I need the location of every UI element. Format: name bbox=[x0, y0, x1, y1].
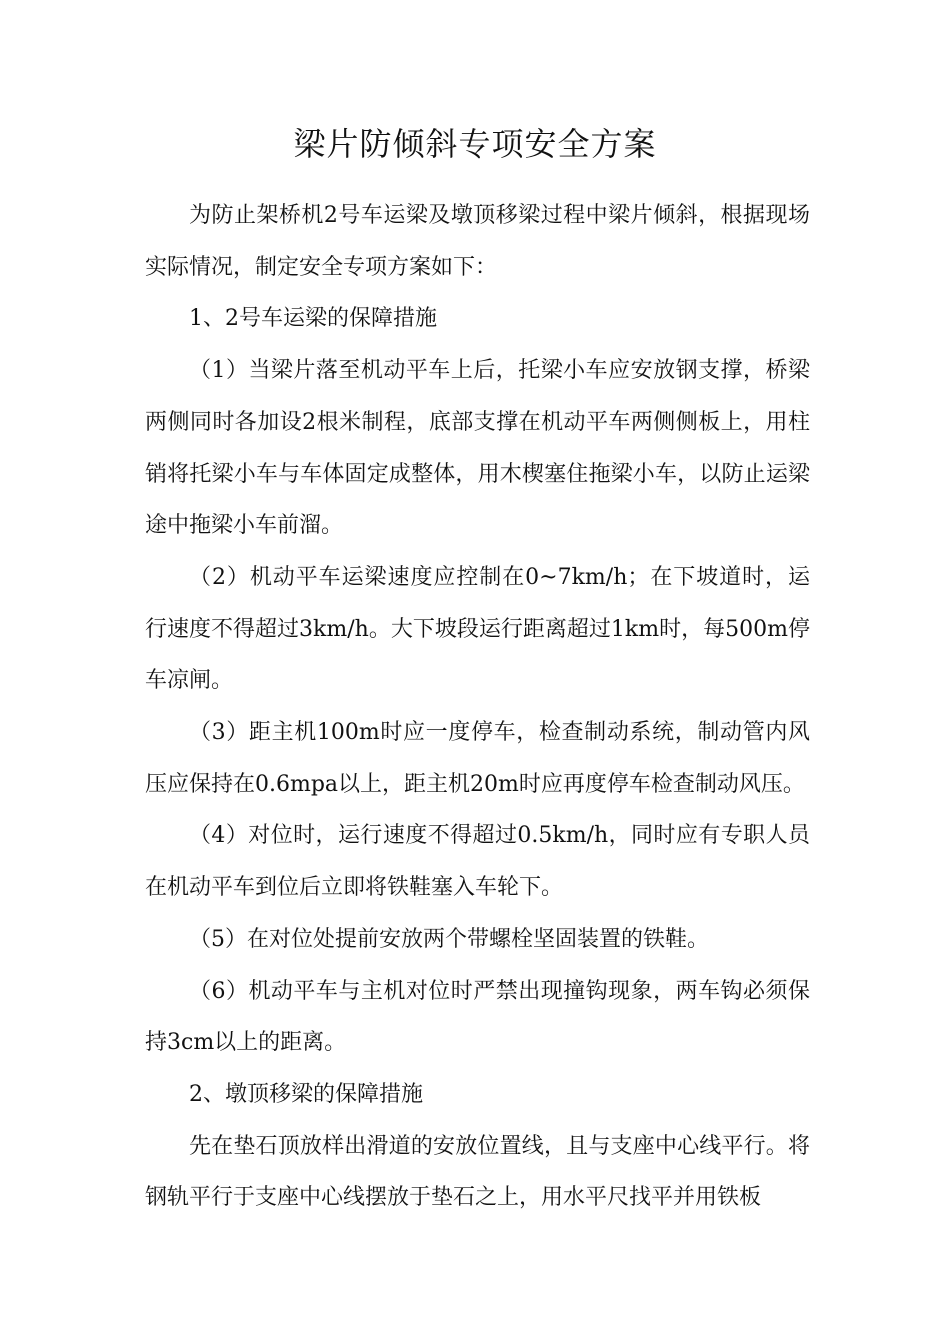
measure-4-paragraph: （4）对位时，运行速度不得超过0.5km/h，同时应有专职人员在机动平车到位后立即将铁鞋塞入车轮下。 bbox=[145, 823, 810, 901]
measure-1-paragraph: （1）当梁片落至机动平车上后，托梁小车应安放钢支撑，桥梁两侧同时各加设2根米制程，底部支撑在机动平车两侧侧板上，用柱销将托梁小车与车体固定成整体，用木楔塞住拖梁小车，以防止运梁途中拖梁小车前溜。 bbox=[145, 358, 810, 539]
section-heading-2: 2、墩顶移梁的保障措施 bbox=[189, 1081, 423, 1107]
section-2-paragraph: 先在垫石顶放样出滑道的安放位置线，且与支座中心线平行。将钢轨平行于支座中心线摆放于垫石之上，用水平尺找平并用铁板 bbox=[145, 1133, 810, 1211]
measure-2-paragraph: （2）机动平车运梁速度应控制在0~7km/h；在下坡道时，运行速度不得超过3km/h。大下坡段运行距离超过1km时，每500m停车凉闸。 bbox=[145, 564, 810, 694]
section-heading-1: 1、2号车运梁的保障措施 bbox=[189, 306, 437, 332]
document-body bbox=[145, 190, 810, 1224]
measure-3-paragraph: （3）距主机100m时应一度停车，检查制动系统，制动管内风压应保持在0.6mpa以上，距主机20m时应再度停车检查制动风压。 bbox=[145, 720, 810, 797]
document-title: 梁片防倾斜专项安全方案 bbox=[293, 125, 657, 163]
intro-paragraph: 为防止架桥机2号车运梁及墩顶移梁过程中梁片倾斜，根据现场实际情况，制定安全专项方案如下： bbox=[145, 203, 810, 280]
measure-5-paragraph: （5）在对位处提前安放两个带螺栓坚固装置的铁鞋。 bbox=[189, 926, 709, 952]
measure-6-paragraph: （6）机动平车与主机对位时严禁出现撞钩现象，两车钩必须保持3cm以上的距离。 bbox=[145, 978, 810, 1056]
